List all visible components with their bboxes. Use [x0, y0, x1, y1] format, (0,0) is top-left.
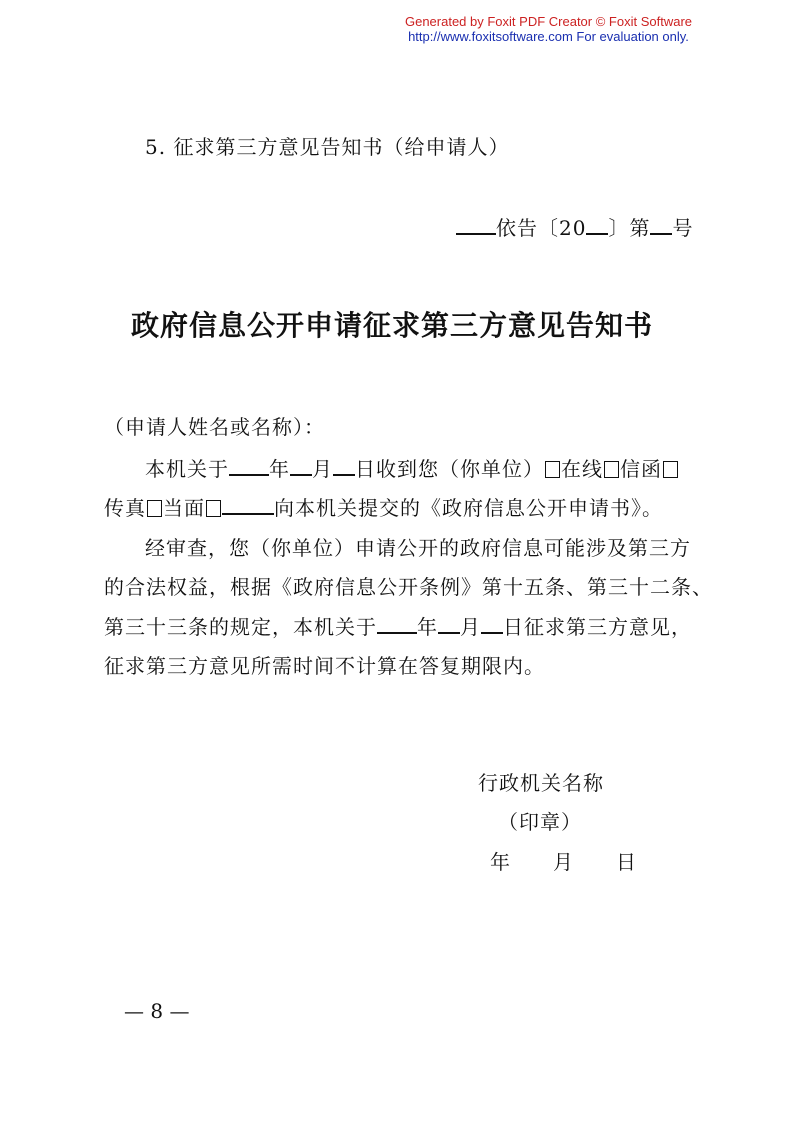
p2-text-3a: 第三十三条的规定，本机关于 — [104, 615, 377, 639]
doc-number-part-3: 号 — [672, 216, 694, 240]
doc-prefix-blank — [456, 219, 496, 235]
p1-text-7: 传真 — [104, 496, 146, 520]
paragraph-1-line-2 — [104, 492, 663, 521]
p2-text-3c: 月 — [460, 615, 481, 639]
p1-text-3: 月 — [312, 457, 333, 481]
doc-number-part-1: 依告〔20 — [496, 216, 587, 240]
p2-text-3d: 日征求第三方意见， — [503, 615, 692, 639]
p1-text-2: 年 — [269, 457, 290, 481]
evaluation-watermark — [405, 14, 692, 44]
in-person-checkbox[interactable] — [147, 500, 162, 517]
p2-text-3b: 年 — [417, 615, 438, 639]
p1-text-6: 信函 — [620, 457, 662, 481]
salutation: （申请人姓名或名称）： — [104, 415, 325, 439]
consult-year-blank — [377, 618, 417, 634]
paragraph-2-line-4: 征求第三方意见所需时间不计算在答复期限内。 — [104, 654, 545, 678]
paragraph-2-line-3 — [104, 611, 692, 640]
consult-day-blank — [481, 618, 503, 634]
other-checkbox[interactable] — [206, 500, 221, 517]
document-number — [456, 212, 693, 241]
signature-org-name: 行政机关名称 — [478, 771, 604, 795]
watermark-line-1: Generated by Foxit PDF Creator © Foxit Software — [404, 14, 692, 29]
doc-serial-blank — [650, 219, 672, 235]
online-checkbox[interactable] — [545, 461, 560, 478]
received-day-blank — [333, 460, 355, 476]
paragraph-1-line-1 — [145, 453, 679, 482]
other-method-blank — [222, 499, 274, 515]
p1-text-9: 向本机关提交的《政府信息公开申请书》。 — [274, 496, 663, 520]
letter-checkbox[interactable] — [604, 461, 619, 478]
watermark-line-2: http://www.foxitsoftware.com For evaluation only. — [408, 29, 689, 44]
p1-text-8: 当面 — [163, 496, 205, 520]
paragraph-2-line-2: 的合法权益，根据《政府信息公开条例》第十五条、第三十二条、 — [104, 575, 713, 599]
paragraph-2-line-1: 经审查，您（你单位）申请公开的政府信息可能涉及第三方 — [145, 536, 691, 560]
doc-year-blank — [586, 219, 608, 235]
p1-text-5: 在线 — [561, 457, 603, 481]
received-month-blank — [290, 460, 312, 476]
signature-date: 年 月 日 — [490, 850, 637, 874]
doc-number-part-2: 〕第 — [608, 216, 651, 240]
section-heading: 5. 征求第三方意见告知书（给申请人） — [145, 135, 510, 159]
consult-month-blank — [438, 618, 460, 634]
signature-seal: （印章） — [498, 810, 582, 834]
p1-text-4: 日收到您（你单位） — [355, 457, 544, 481]
page-number: — 8 — — [124, 999, 190, 1023]
document-title: 政府信息公开申请征求第三方意见告知书 — [131, 309, 654, 342]
p1-text-1: 本机关于 — [145, 457, 229, 481]
received-year-blank — [229, 460, 269, 476]
fax-checkbox[interactable] — [663, 461, 678, 478]
